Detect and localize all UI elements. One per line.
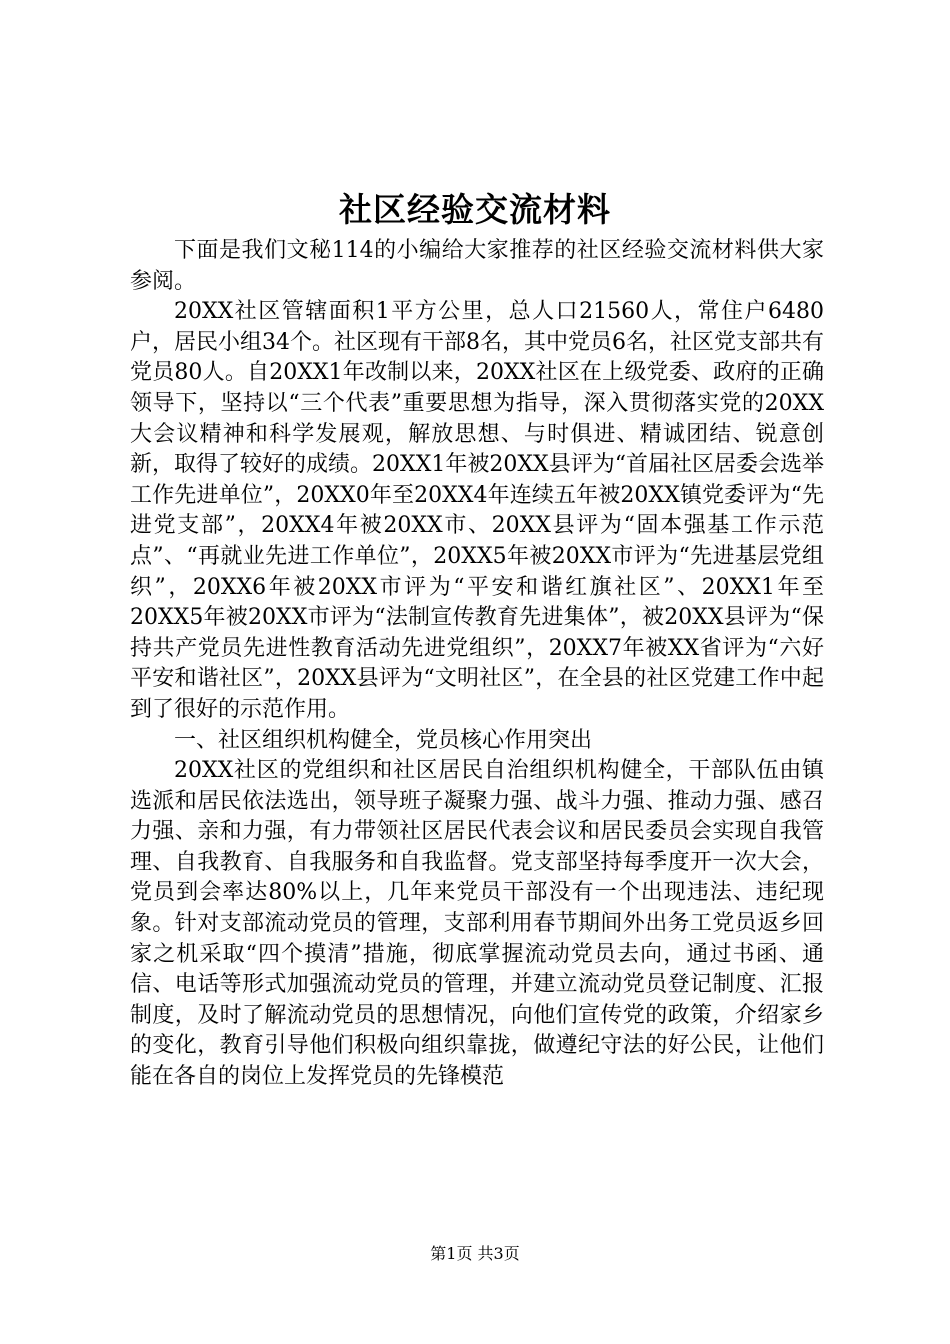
intro-paragraph: 下面是我们文秘114的小编给大家推荐的社区经验交流材料供大家参阅。 [130, 238, 824, 294]
overview-paragraph: 20XX社区管辖面积1平方公里，总人口21560人，常住户6480户，居民小组34个。社区现有干部8名，其中党员6名，社区党支部共有党员80人。自20XX1年改制以来，20XX社区在上级党委、政府的正确领导下，坚持以“三个代表”重要思想为指导，深入贯彻落实党的20XX大会议精神和科学发展观，解放思想、与时俱进、精诚团结、锐意创新，取得了较好的成绩。20XX1年被20XX县评为“首届社区居委会选举工作先进单位”，20XX0年至20XX4年连续五年被20XX镇党委评为“先进党支部”，20XX4年被20XX市、20XX县评为“固本强基工作示范点”、“再就业先进工作单位”，20XX5年被20XX市评为“先进基层党组织”，20XX6年被20XX市评为“平安和谐红旗社区”、20XX1年至20XX5年被20XX市评为“法制宣传教育先进集体”，被20XX县评为“保持共产党员先进性教育活动先进党组织”，20XX7年被XX省评为“六好平安和谐社区”，20XX县评为“文明社区”，在全县的社区党建工作中起到了很好的示范作用。 [130, 299, 824, 722]
page-footer: 第1页 共3页 [430, 1244, 520, 1263]
document-title: 社区经验交流材料 [339, 190, 611, 229]
document-body [130, 236, 824, 1093]
section-paragraph: 20XX社区的党组织和社区居民自治组织机构健全，干部队伍由镇选派和居民依法选出，领导班子凝聚力强、战斗力强、推动力强、感召力强、亲和力强，有力带领社区居民代表会议和居民委员会实现自我管理、自我教育、自我服务和自我监督。党支部坚持每季度开一次大会，党员到会率达80%以上，几年来党员干部没有一个出现违法、违纪现象。针对支部流动党员的管理，支部利用春节期间外出务工党员返乡回家之机采取“四个摸清”措施，彻底掌握流动党员去向，通过书函、通信、电话等形式加强流动党员的管理，并建立流动党员登记制度、汇报制度，及时了解流动党员的思想情况，向他们宣传党的政策，介绍家乡的变化，教育引导他们积极向组织靠拢，做遵纪守法的好公民，让他们能在各自的岗位上发挥党员的先锋模范 [130, 758, 824, 1090]
section-heading: 一、社区组织机构健全，党员核心作用突出 [174, 727, 593, 753]
